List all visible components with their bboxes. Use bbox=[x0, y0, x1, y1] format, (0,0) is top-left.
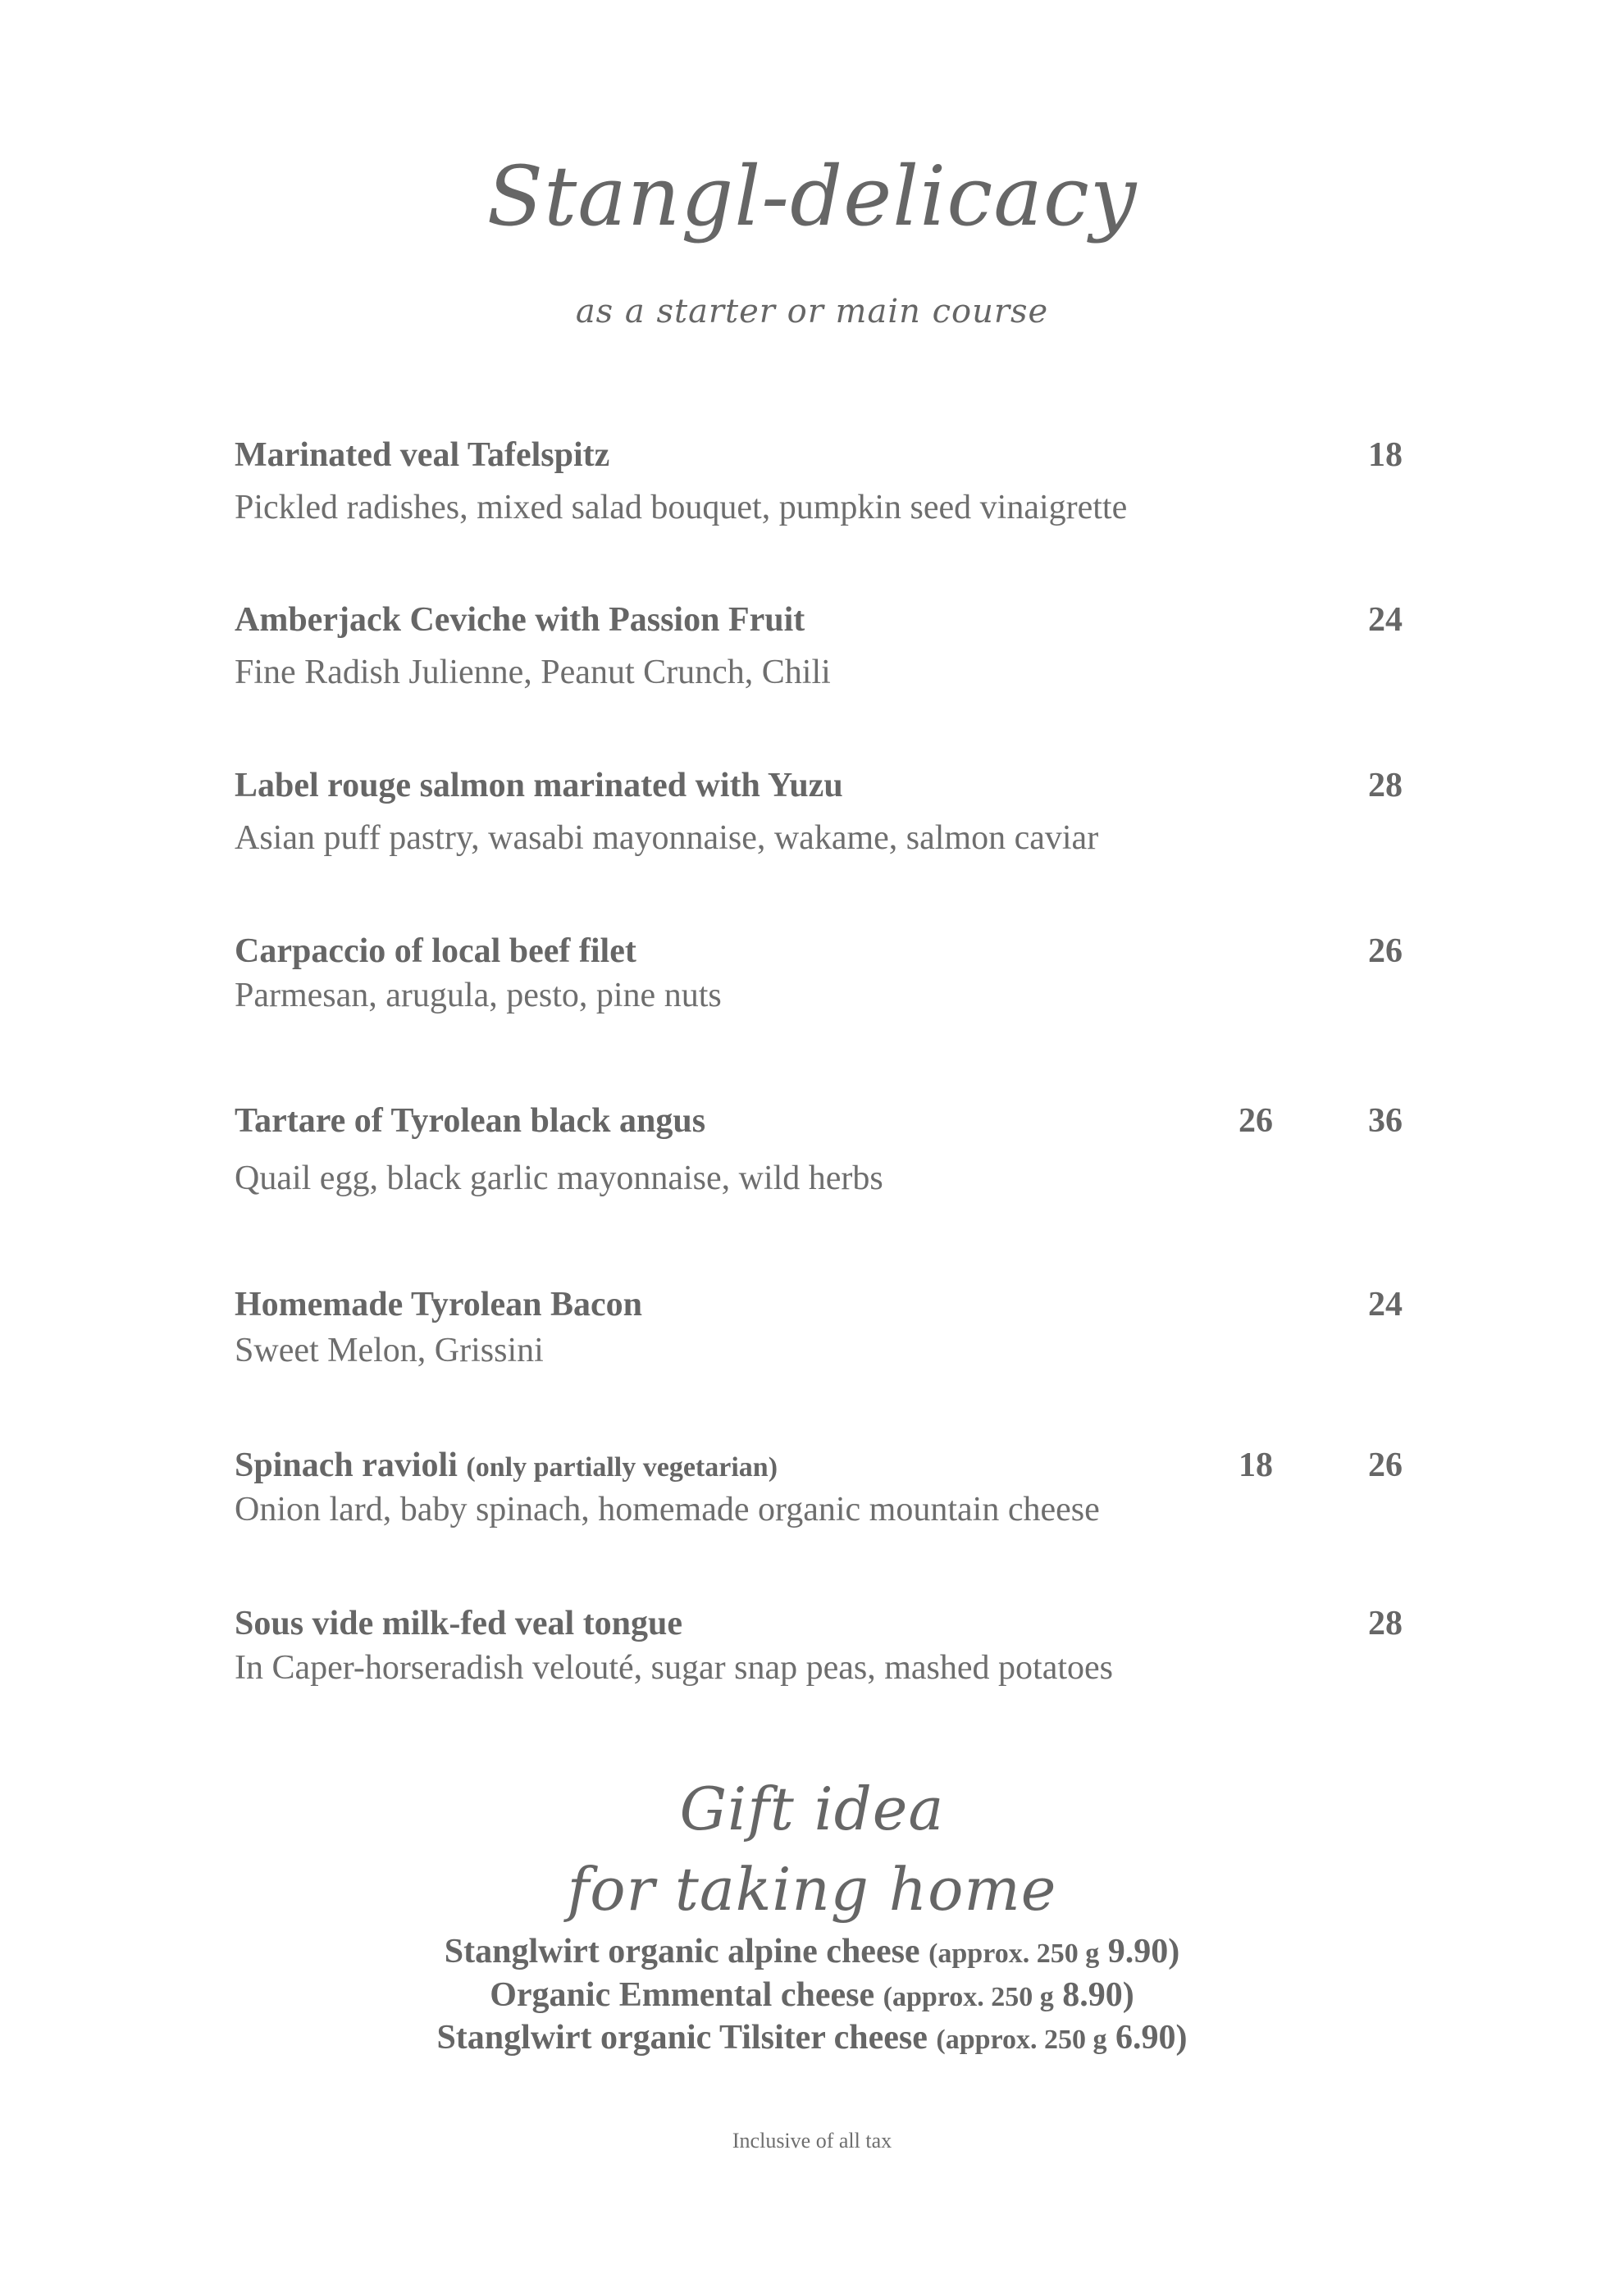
gift-item-name: Stanglwirt organic alpine cheese bbox=[444, 1933, 920, 1970]
item-description: Pickled radishes, mixed salad bouquet, pumpkin seed vinaigrette bbox=[235, 489, 1128, 526]
gift-list bbox=[0, 1930, 1624, 2060]
gift-item-approx: (approx. 250 g bbox=[928, 1938, 1100, 1969]
gift-item-approx: (approx. 250 g bbox=[883, 1981, 1054, 2012]
gift-item bbox=[0, 2016, 1624, 2060]
item-price: 18 bbox=[1368, 436, 1403, 474]
item-note: (only partially vegetarian) bbox=[466, 1452, 778, 1483]
item-name: Carpaccio of local beef filet bbox=[235, 932, 636, 970]
item-description: Quail egg, black garlic mayonnaise, wild herbs bbox=[235, 1159, 883, 1197]
item-price: 36 bbox=[1368, 1102, 1403, 1140]
tax-note: Inclusive of all tax bbox=[732, 2129, 892, 2152]
item-name: Marinated veal Tafelspitz bbox=[235, 436, 610, 474]
item-price: 28 bbox=[1368, 1605, 1403, 1642]
item-price: 26 bbox=[1368, 932, 1403, 970]
item-price: 24 bbox=[1368, 1286, 1403, 1323]
item-name: Sous vide milk-fed veal tongue bbox=[235, 1605, 683, 1642]
page-title: Stangl-delicacy bbox=[486, 148, 1138, 244]
item-name: Homemade Tyrolean Bacon bbox=[235, 1286, 642, 1323]
gift-item-price: 6.90) bbox=[1115, 2019, 1188, 2057]
page-subtitle: as a starter or main course bbox=[575, 293, 1049, 330]
item-starter-price: 18 bbox=[1239, 1446, 1273, 1484]
item-price: 26 bbox=[1368, 1446, 1403, 1484]
item-name-row bbox=[235, 1445, 778, 1486]
gift-item-name: Organic Emmental cheese bbox=[490, 1975, 875, 2014]
item-starter-price: 26 bbox=[1239, 1102, 1273, 1140]
item-description: Asian puff pastry, wasabi mayonnaise, wakame, salmon caviar bbox=[235, 819, 1099, 857]
gift-title: Gift idea bbox=[679, 1774, 945, 1843]
item-price: 28 bbox=[1368, 767, 1403, 804]
item-description: In Caper-horseradish velouté, sugar snap peas, mashed potatoes bbox=[235, 1649, 1113, 1687]
gift-item bbox=[0, 1930, 1624, 1974]
item-description: Parmesan, arugula, pesto, pine nuts bbox=[235, 977, 722, 1014]
item-name: Amberjack Ceviche with Passion Fruit bbox=[235, 601, 805, 639]
gift-item-approx: (approx. 250 g bbox=[936, 2025, 1107, 2055]
item-name: Label rouge salmon marinated with Yuzu bbox=[235, 767, 843, 804]
item-description: Sweet Melon, Grissini bbox=[235, 1332, 544, 1369]
item-price: 24 bbox=[1368, 601, 1403, 639]
gift-item-name: Stanglwirt organic Tilsiter cheese bbox=[436, 2019, 928, 2057]
item-description: Onion lard, baby spinach, homemade organic mountain cheese bbox=[235, 1491, 1100, 1528]
gift-subtitle: for taking home bbox=[567, 1855, 1057, 1924]
item-name: Tartare of Tyrolean black angus bbox=[235, 1102, 706, 1140]
gift-item-price: 8.90) bbox=[1062, 1975, 1134, 2014]
item-description: Fine Radish Julienne, Peanut Crunch, Chili bbox=[235, 654, 831, 691]
item-name: Spinach ravioli bbox=[235, 1446, 458, 1484]
gift-item-price: 9.90) bbox=[1107, 1933, 1180, 1970]
gift-item bbox=[0, 1974, 1624, 2017]
